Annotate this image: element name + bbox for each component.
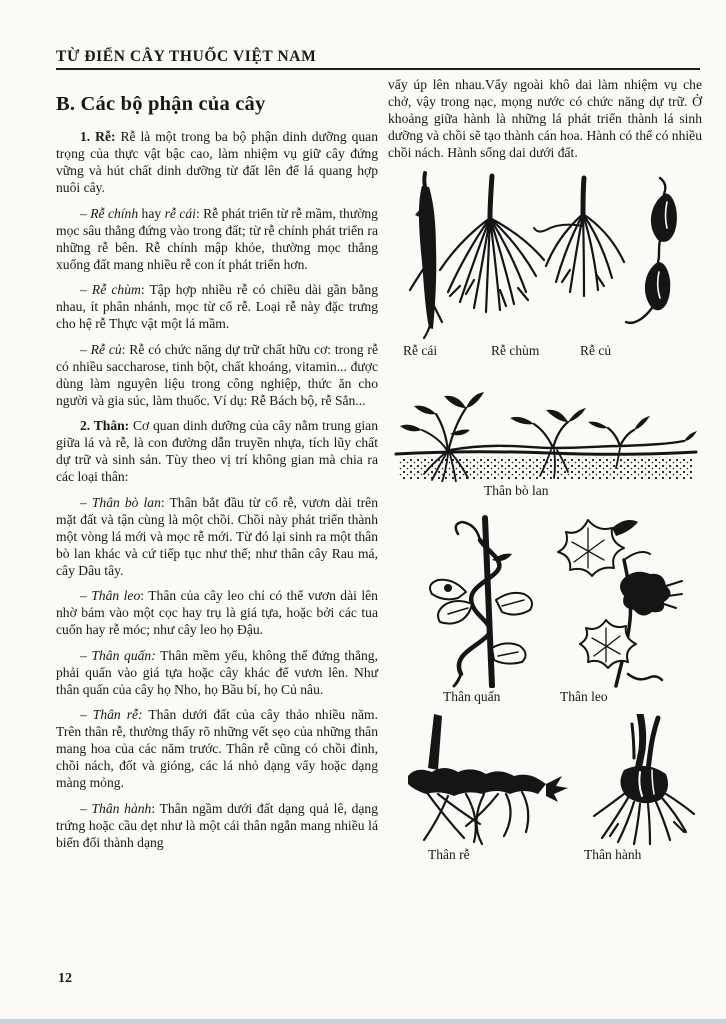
text-segment: Rễ chùm (91, 282, 141, 297)
twining-stem-drawing (430, 518, 532, 686)
fibrous-root-drawing-1 (440, 176, 544, 312)
right-column-text (388, 76, 702, 161)
text-segment: Thân dưới đất của cây thảo nhiều năm. Trên thân rễ, thường thấy rõ những vết sẹo của những thân mang hoa của các năm trước. Thân rễ cũng có chồi đỉnh, chồi nách, đốt và gióng, các lá nhỏ dạng vẩy hoặc dạng màng mỏng. (56, 707, 378, 790)
left-column-text (56, 128, 378, 851)
text-segment: Thân rễ: (92, 707, 143, 722)
paragraph (56, 494, 378, 579)
running-header (56, 48, 700, 70)
text-segment: Thân bò lan (91, 494, 161, 510)
text-segment: – (80, 588, 92, 603)
paragraph (56, 647, 378, 698)
paragraph (56, 205, 378, 273)
figure-label: Thân hành (584, 846, 642, 862)
rhizome-bulb-illustration (388, 714, 702, 846)
text-segment: Rễ củ (90, 341, 122, 357)
two-column-layout (0, 74, 726, 868)
paragraph (56, 706, 378, 791)
text-segment: Thân mềm yếu, không thể đứng thẳng, phải quấn vào giá tựa hoặc cây khác để vươn lên. Như thân quấn của cây họ Nho, họ Bầu bí, họ Củ nâu. (56, 647, 378, 697)
text-segment: hay (138, 205, 165, 221)
paragraph (56, 417, 378, 485)
figure-label: Thân rễ (428, 846, 470, 862)
figure-caption-row (388, 482, 702, 502)
creeping-stem-illustration (388, 368, 702, 482)
figure-label: Rễ củ (580, 342, 612, 358)
root-types-illustration (388, 170, 702, 342)
figure-caption-row (388, 342, 702, 362)
text-segment: vẩy úp lên nhau.Vẩy ngoài khô dai làm nhiệm vụ che chở, vậy trong nạc, mọng nước có chức năng dự trữ. Ở khoảng giữa hành là những lá phát triển thành lá sinh dưỡng và chồi sẽ tạo thành cán hoa. Hành có thể có nhiều chồi nách. Hành sống dai dưới đất. (388, 77, 702, 160)
figure-caption-row (388, 688, 702, 708)
figure-caption-row (388, 846, 702, 866)
text-segment: – (80, 707, 93, 722)
text-segment: – (80, 205, 91, 221)
taproot-drawing (410, 173, 442, 338)
text-segment: 1. Rễ: (80, 129, 116, 144)
text-segment: 2. Thân: (80, 418, 130, 433)
paragraph (56, 800, 378, 851)
figure-label: Rễ chùm (491, 342, 540, 358)
text-segment: – (80, 341, 91, 357)
text-segment: Thân quấn: (91, 647, 156, 663)
text-segment: – (80, 494, 92, 510)
text-segment: : Rễ có chức năng dự trữ chất hữu cơ: trong rễ có nhiều saccharose, tinh bột, chất khoáng, vitamin... được dùng làm nguyên liệu trong công nghiệp, thức ăn cho người và gia súc, làm thuốc. Ví dụ: Rễ Bách bộ, rễ Sắn... (56, 341, 378, 408)
text-segment: Cơ quan dinh dưỡng của cây nằm trung gian giữa lá và rễ, là con đường dẫn truyền nhựa, tích lũy chất dự trữ và sinh sản. Tùy theo vị trí không gian mà chia ra các loại thân: (56, 418, 378, 484)
text-segment: rễ cái (164, 205, 196, 221)
text-segment: Rễ chính (90, 205, 139, 221)
figure-label: Thân bò lan (484, 482, 549, 498)
figure-rhizome-bulb (388, 714, 702, 866)
paragraph (56, 128, 378, 196)
figure-creeping-stem (388, 368, 702, 502)
paragraph (56, 587, 378, 638)
paragraph (56, 341, 378, 409)
tuberous-root-drawing (626, 178, 677, 323)
figure-label: Rễ cái (403, 342, 438, 358)
text-segment: – (80, 282, 92, 297)
figure-root-types (388, 170, 702, 362)
climbing-stem-drawing (558, 520, 682, 686)
text-segment: : Thân ngầm dưới đất dạng quả lê, dạng trứng hoặc cầu dẹt như là một cái thân ngắn mang nhiều lá biến đổi thành dạng (56, 800, 378, 850)
page-number: 12 (58, 971, 72, 986)
rhizome-drawing (408, 714, 568, 844)
figure-label: Thân leo (560, 688, 608, 704)
text-segment: Rễ là một trong ba bộ phận dinh dưỡng quan trọng của thực vật bậc cao, làm nhiệm vụ giữ cây đứng vững và hút chất dinh dưỡng từ đất lên để lá quang hợp nuôi cây. (56, 129, 378, 195)
fibrous-root-drawing-2 (534, 178, 624, 296)
figure-twining-climbing (388, 508, 702, 708)
scan-edge-artifact (0, 1019, 726, 1024)
text-segment: Thân leo (91, 588, 141, 603)
text-segment: – (80, 800, 92, 816)
book-title: TỪ ĐIỂN CÂY THUỐC VIỆT NAM (56, 48, 317, 65)
text-segment: : Rễ phát triển từ rễ mầm, thường mọc sâu thẳng đứng vào trong đất; từ rễ chính phát triển ra những rễ bên. Rễ chính mập khỏe, thường mọc thẳng xuống đất mang nhiều rễ con ít phát triển hơn. (56, 205, 378, 272)
text-segment: : Thân bắt đầu từ cổ rễ, vươn dài trên mặt đất và tận cùng là một chồi. Chồi này phát triển thành một vòng lá mới và mọc rễ mới. Từ đó lại sinh ra một thân bò lan khác và cứ tiếp tục như thế; như thân cây Rau má, cây Dâu tây. (56, 494, 378, 578)
paragraph (56, 281, 378, 332)
twining-climbing-illustration (388, 508, 702, 688)
figure-label: Thân quấn (443, 688, 501, 704)
section-heading: B. Các bộ phận của cây (56, 93, 266, 115)
text-segment: Thân hành (91, 800, 152, 816)
right-column (388, 76, 702, 868)
text-segment: – (80, 647, 92, 663)
text-segment: : Thân của cây leo chỉ có thể vươn dài lên nhờ bám vào một cọc hay trụ là giá tựa, hoặc bởi các tua cuốn hay rễ móc; như cây leo họ Đậu. (56, 588, 378, 637)
runner-stem-drawing (450, 441, 684, 450)
text-segment: : Tập hợp nhiều rễ có chiều dài gần bằng nhau, ít phân nhánh, mọc từ cổ rễ. Loại rễ này đặc trưng cho hệ rễ Thực vật một lá mầm. (56, 282, 378, 331)
paragraph (388, 76, 702, 161)
left-column (56, 76, 378, 868)
bulb-drawing (594, 714, 694, 844)
